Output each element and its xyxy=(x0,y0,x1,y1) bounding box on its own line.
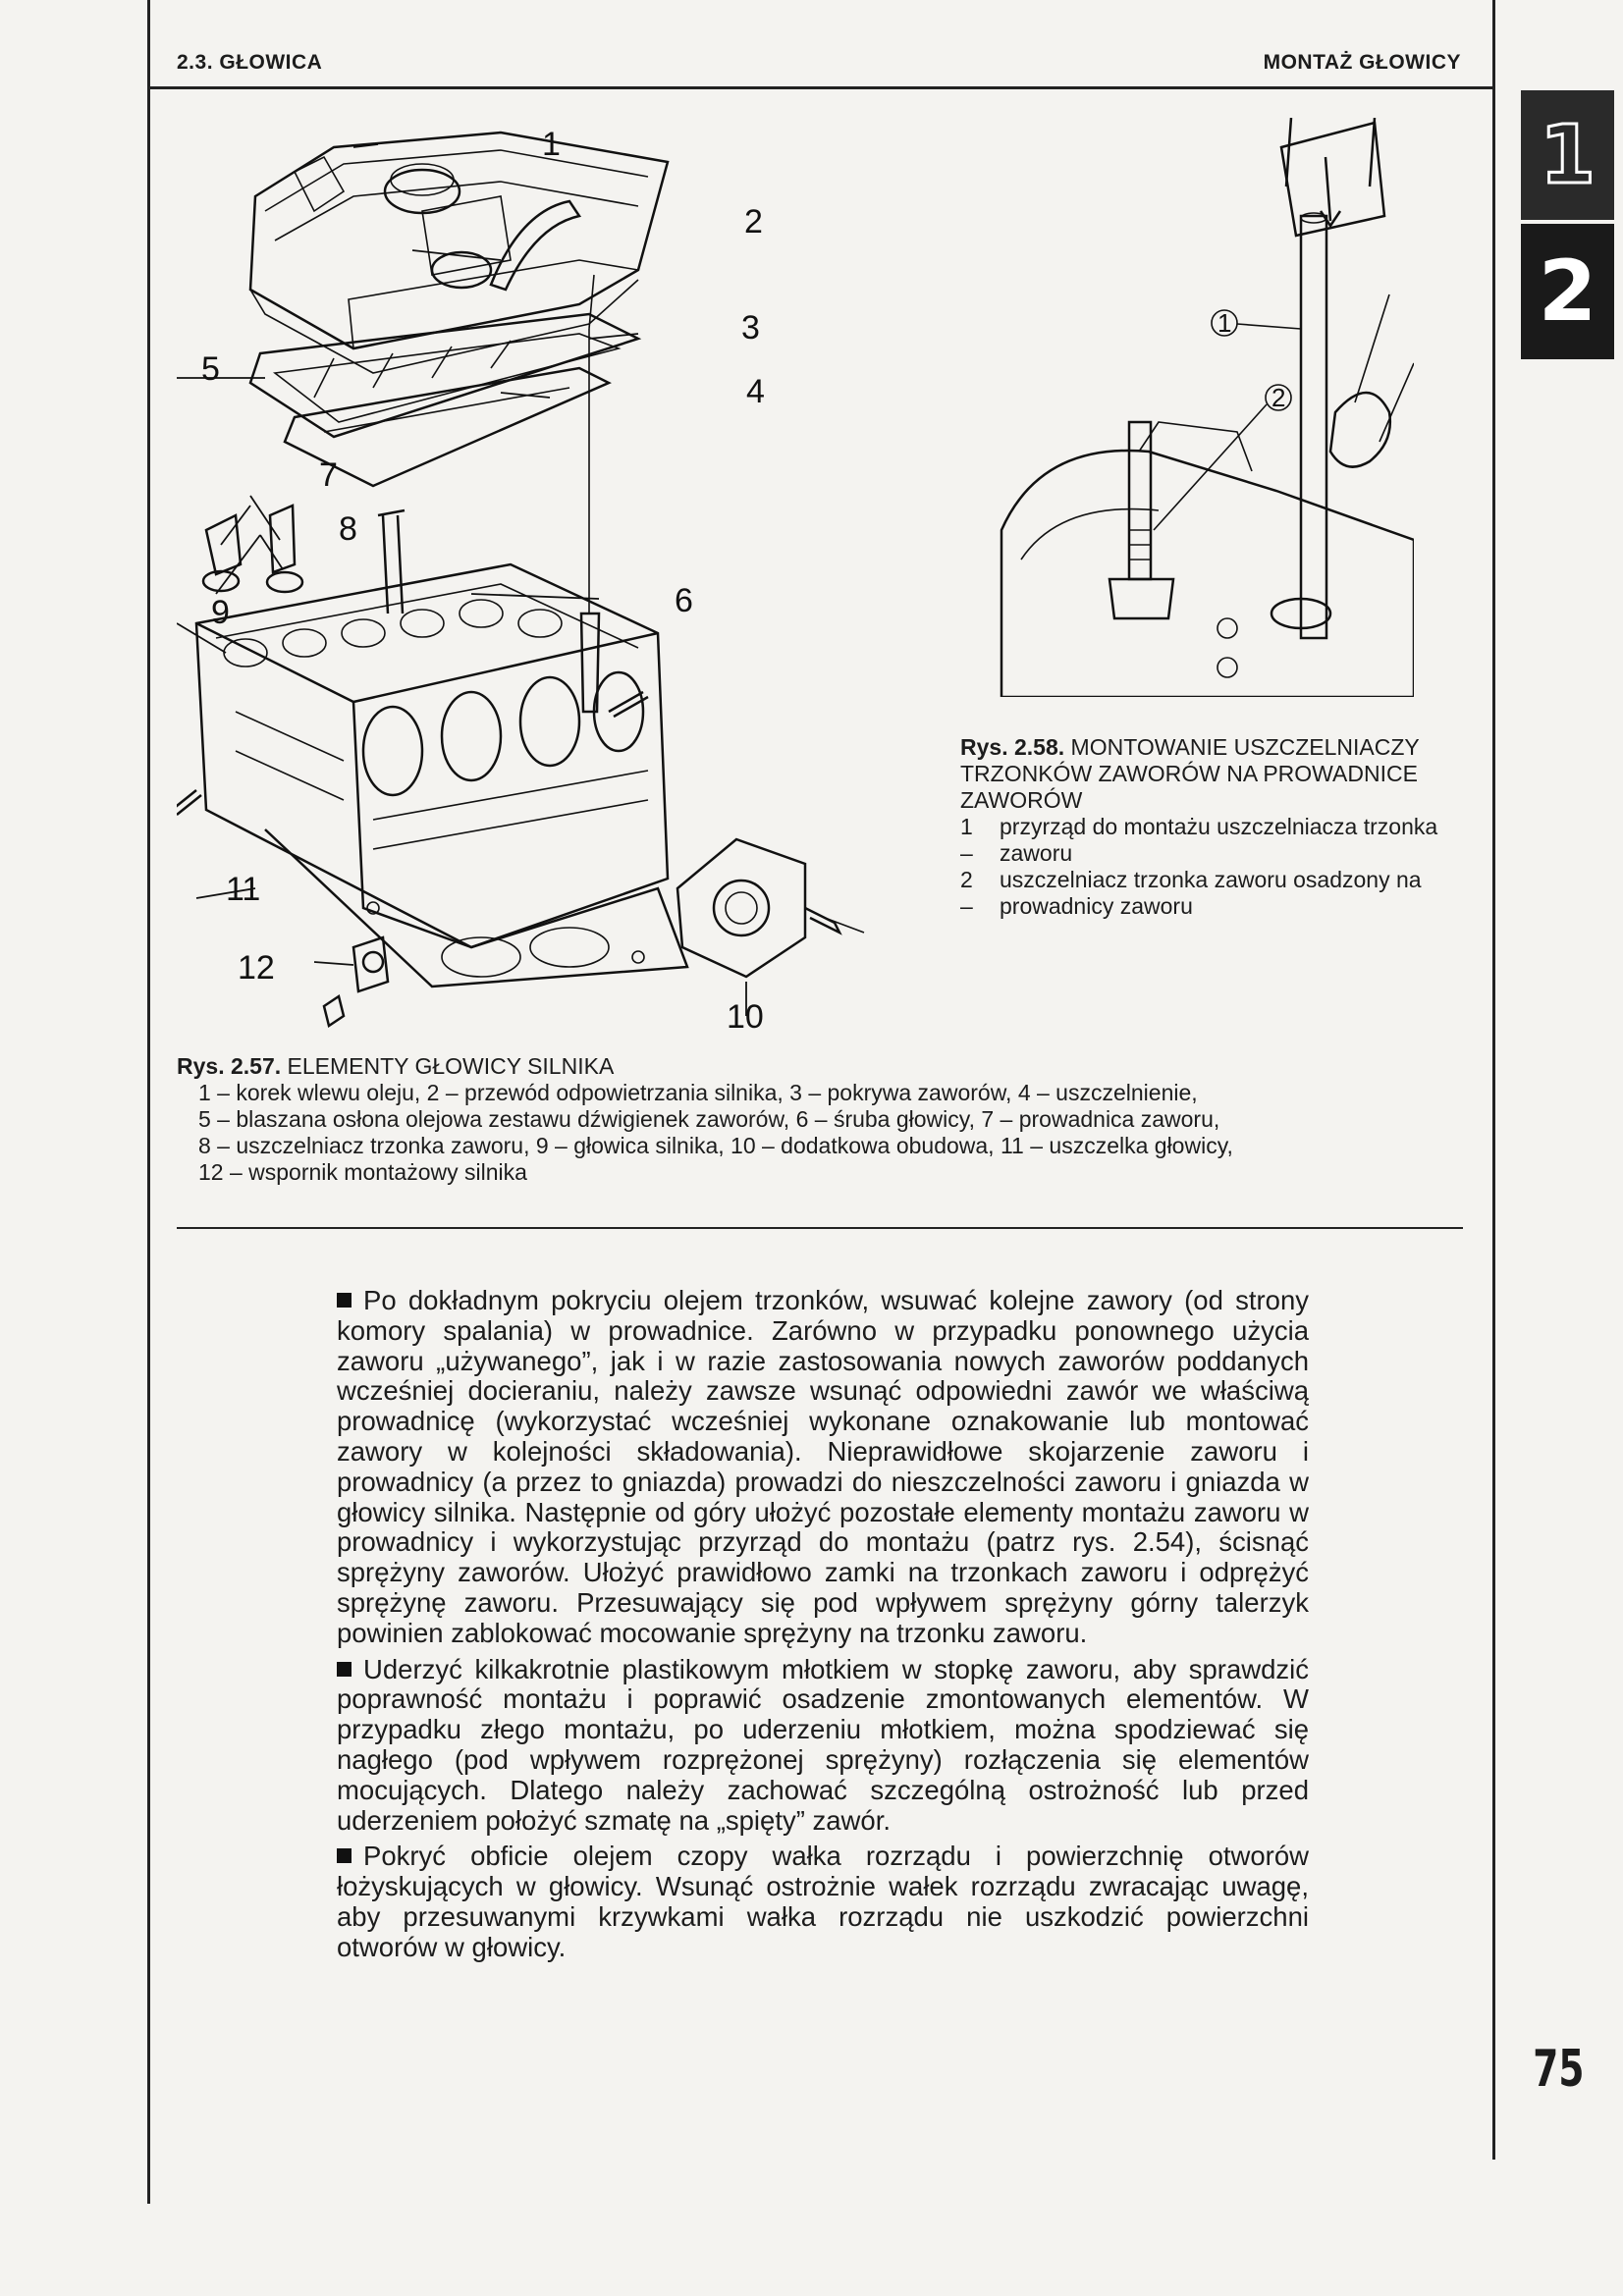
callout-11: 11 xyxy=(226,871,261,908)
figure-257-title: ELEMENTY GŁOWICY SILNIKA xyxy=(287,1053,615,1079)
aux-housing-drawing xyxy=(677,839,864,977)
paragraph: Uderzyć kilkakrotnie plastikowym młotkiem w stopkę zaworu, aby sprawdzić poprawność montażu i poprawić osadzenie zmontowanych elementów. W przypadku złego montażu, po uderzeniu młotkiem, można spodziewać się nagłego (pod wpływem rozprężonej sprężyny) rozłączenia się elementów mocujących. Dlatego należy zachować szczególną ostrożność lub przed uderzeniem położyć szmatę na „spięty” zawór. xyxy=(337,1653,1309,1836)
callout-10: 10 xyxy=(727,998,764,1036)
callout-7: 7 xyxy=(319,456,338,494)
figure-cylinder-head-exploded xyxy=(177,103,982,1036)
figure-257-caption xyxy=(177,1053,1473,1186)
callout-9: 9 xyxy=(211,594,230,631)
callout-5: 5 xyxy=(201,350,220,388)
paragraph: Pokryć obficie olejem czopy wałka rozrządu i powierzchnię otworów łożyskujących w głowicy. Wsunąć ostrożnie wałek rozrządu zwracając uwagę, aby przesuwanymi krzywkami wałka rozrządu nie uszkodzić powierzchni otworów w głowicy. xyxy=(337,1841,1309,1962)
section-header: 2.3. GŁOWICA xyxy=(177,51,323,74)
subsection-header: MONTAŻ GŁOWICY xyxy=(1263,51,1461,74)
caption-separator-rule xyxy=(177,1227,1463,1229)
legend-line: 12 – wspornik montażowy silnika xyxy=(198,1159,527,1185)
figure-257-label: Rys. 2.57. xyxy=(177,1053,282,1079)
chapter-tab-2[interactable]: 2 xyxy=(1521,224,1614,359)
figure-258-title: MONTOWANIE USZCZELNIACZY TRZONKÓW ZAWORÓW NA PROWADNICE ZAWORÓW xyxy=(960,734,1420,813)
legend-item: 1 – przyrząd do montażu uszczelniacza trzonka zaworu xyxy=(960,814,1438,866)
callout-12: 12 xyxy=(238,949,275,987)
right-margin-rule xyxy=(1492,0,1495,2160)
cylinder-head-drawing xyxy=(196,564,668,947)
head-bolt-drawing xyxy=(378,510,405,614)
callout-1: 1 xyxy=(542,126,561,163)
callout-4: 4 xyxy=(746,373,765,410)
gasket-and-shield-drawing xyxy=(250,314,638,486)
figure-258-label: Rys. 2.58. xyxy=(960,734,1065,760)
callout-8: 8 xyxy=(339,510,357,548)
header-rule xyxy=(147,86,1495,89)
valve-guides-drawing xyxy=(203,506,302,592)
legend-line: 1 – korek wlewu oleju, 2 – przewód odpowietrzania silnika, 3 – pokrywa zaworów, 4 – uszczelnienie, xyxy=(198,1080,1198,1105)
legend-item: 2 – uszczelniacz trzonka zaworu osadzony na prowadnicy zaworu xyxy=(960,867,1422,919)
callout-6: 6 xyxy=(675,582,693,619)
legend-line: 5 – blaszana osłona olejowa zestawu dźwigienek zaworów, 6 – śruba głowicy, 7 – prowadnica zaworu, xyxy=(198,1106,1220,1132)
paragraph: Po dokładnym pokryciu olejem trzonków, wsuwać kolejne zawory (od strony komory spalania) w prowadnice. Zarówno w przypadku ponownego użycia zaworu „używanego”, jak i w razie zastosowania nowych zaworów poddanych wcześniej docieraniu, należy zawsze wsunąć odpowiedni zawór we właściwą prowadnicę (wykorzystać wcześniej wykonane oznakowanie lub montować zawory w kolejności składowania). Nieprawidłowe skojarzenie zaworu i prowadnicy (a przez to gniazda) prowadzi do nieszczelności zaworu i gniazda w głowicy silnika. Następnie od góry ułożyć pozostałe elementy montażu zaworu w prowadnicy i wykorzystując przyrząd do montażu (patrz rys. 2.54), ścisnąć sprężyny zaworów. Ułożyć prawidłowo zamki na trzonkach zaworu i odprężyć sprężynę zaworu. Przesuwający się pod wpływem sprężyny górny talerzyk powinien zablokować mocowanie sprężyny na trzonku zaworu. xyxy=(337,1285,1309,1648)
figure-valve-seal-installation xyxy=(982,118,1414,697)
page-number: 75 xyxy=(1532,2040,1584,2099)
left-margin-rule xyxy=(147,0,150,2204)
bullet-square-icon xyxy=(337,1662,352,1677)
legend-line: 8 – uszczelniacz trzonka zaworu, 9 – głowica silnika, 10 – dodatkowa obudowa, 11 – uszczelka głowicy, xyxy=(198,1133,1233,1158)
figure-258-caption xyxy=(960,734,1471,920)
callout-3: 3 xyxy=(741,309,760,347)
callout-2: 2 xyxy=(744,203,763,240)
chapter-tab-1[interactable]: 1 xyxy=(1521,90,1614,220)
bullet-square-icon xyxy=(337,1293,352,1308)
callout-258-1: 1 xyxy=(1217,308,1232,338)
callout-258-2: 2 xyxy=(1271,383,1286,412)
body-text xyxy=(337,1286,1309,1969)
bullet-square-icon xyxy=(337,1848,352,1863)
engine-bracket-drawing xyxy=(324,937,388,1026)
